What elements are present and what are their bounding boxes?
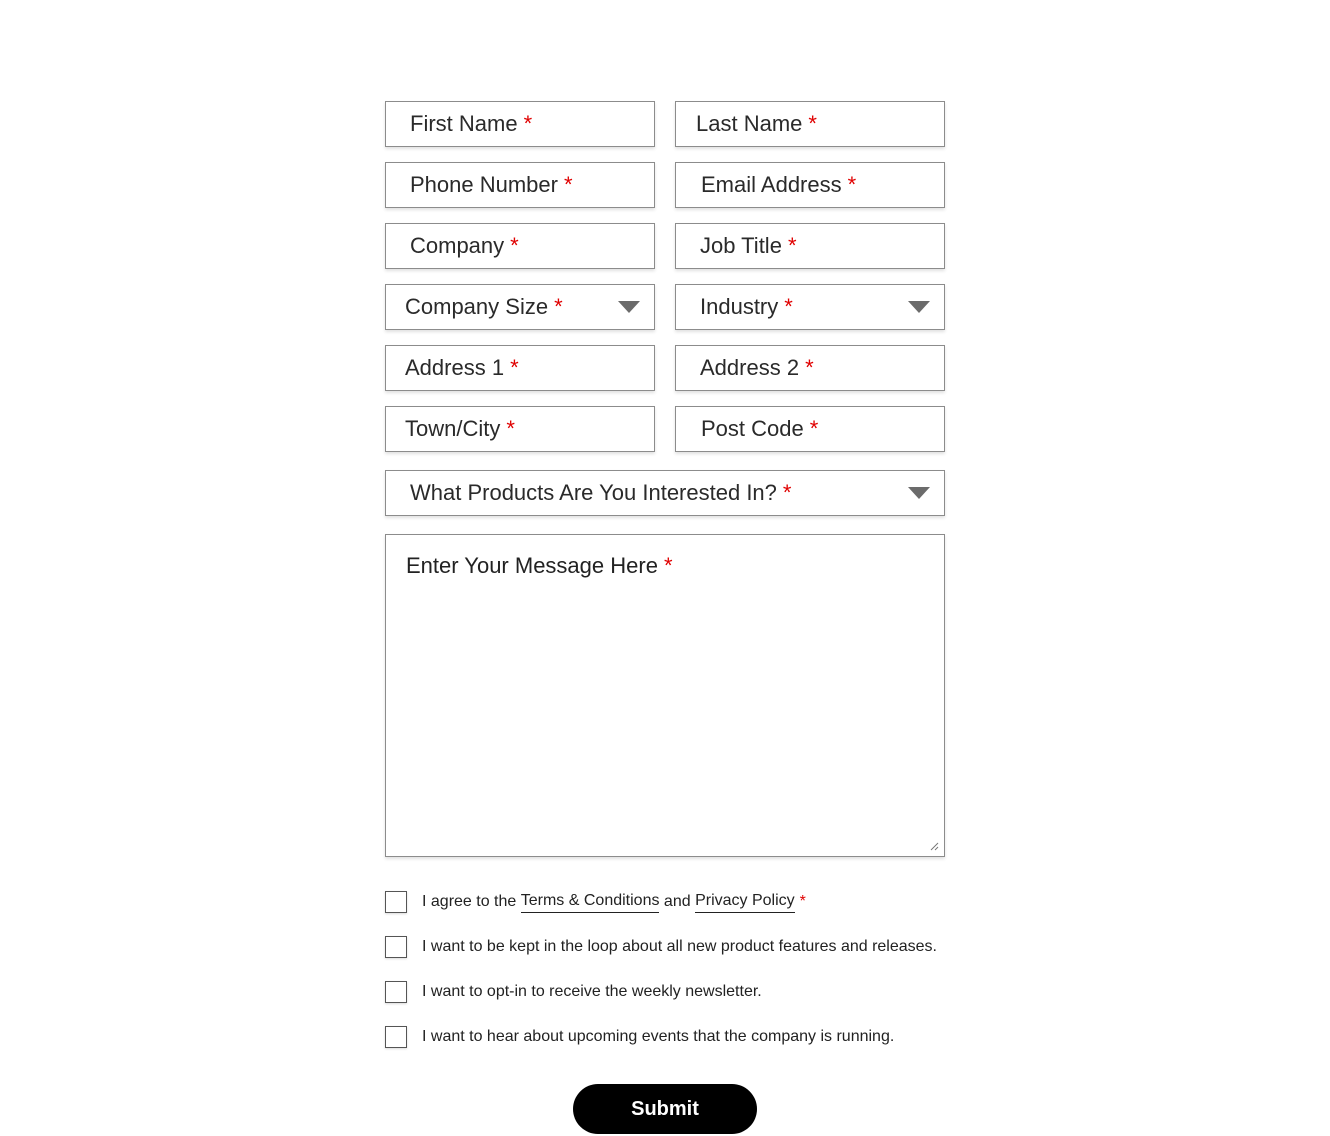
required-marker: * (663, 553, 673, 578)
privacy-policy-link[interactable]: Privacy Policy (695, 892, 795, 913)
required-marker: * (554, 294, 563, 319)
required-marker: * (809, 416, 819, 441)
caret-down-icon (908, 301, 930, 313)
terms-and-text: and (663, 893, 691, 910)
required-marker: * (782, 480, 792, 505)
phone-number-label: Phone Number (410, 172, 558, 197)
product-updates-label: I want to be kept in the loop about all new product features and releases. (422, 938, 937, 955)
newsletter-label: I want to opt-in to receive the weekly newsletter. (422, 983, 762, 1000)
email-address-field[interactable] (675, 162, 945, 208)
required-marker: * (799, 893, 806, 910)
products-label: What Products Are You Interested In? (410, 480, 777, 505)
phone-number-field[interactable] (385, 162, 655, 208)
required-marker: * (510, 233, 519, 258)
town-city-label: Town/City (405, 416, 501, 441)
terms-prefix-text: I agree to the (422, 893, 517, 910)
first-name-field[interactable] (385, 101, 655, 147)
address-1-field[interactable] (385, 345, 655, 391)
industry-select[interactable] (675, 284, 945, 330)
required-marker: * (787, 233, 797, 258)
newsletter-checkbox[interactable] (385, 981, 407, 1003)
product-updates-row (385, 935, 937, 959)
events-label: I want to hear about upcoming events that the company is running. (422, 1028, 895, 1045)
town-city-field[interactable] (385, 406, 655, 452)
message-textarea[interactable] (385, 534, 945, 857)
required-marker: * (808, 111, 817, 136)
address-2-label: Address 2 (700, 355, 800, 380)
required-marker: * (805, 355, 814, 380)
caret-down-icon (618, 301, 640, 313)
last-name-label: Last Name (696, 111, 803, 136)
last-name-field[interactable] (675, 101, 945, 147)
required-marker: * (523, 111, 533, 136)
required-marker: * (510, 355, 519, 380)
required-marker: * (506, 416, 515, 441)
events-checkbox[interactable] (385, 1026, 407, 1048)
email-address-label: Email Address (701, 172, 842, 197)
industry-label: Industry (700, 294, 779, 319)
newsletter-row (385, 980, 762, 1004)
message-placeholder (406, 553, 673, 579)
first-name-label: First Name (410, 111, 518, 136)
terms-consent-row (385, 890, 806, 914)
address-1-label: Address 1 (405, 355, 505, 380)
company-size-select[interactable] (385, 284, 655, 330)
events-row (385, 1025, 894, 1049)
post-code-field[interactable] (675, 406, 945, 452)
terms-conditions-link[interactable]: Terms & Conditions (521, 892, 660, 913)
product-updates-checkbox[interactable] (385, 936, 407, 958)
address-2-field[interactable] (675, 345, 945, 391)
post-code-label: Post Code (701, 416, 804, 441)
company-label: Company (410, 233, 505, 258)
job-title-label: Job Title (700, 233, 782, 258)
job-title-field[interactable] (675, 223, 945, 269)
company-size-label: Company Size (405, 294, 549, 319)
resize-grip-icon[interactable] (929, 841, 939, 851)
products-select[interactable] (385, 470, 945, 516)
company-field[interactable] (385, 223, 655, 269)
required-marker: * (784, 294, 793, 319)
terms-checkbox[interactable] (385, 891, 407, 913)
required-marker: * (563, 172, 573, 197)
required-marker: * (847, 172, 857, 197)
submit-button[interactable]: Submit (573, 1084, 757, 1134)
message-label: Enter Your Message Here (406, 553, 658, 578)
caret-down-icon (908, 487, 930, 499)
